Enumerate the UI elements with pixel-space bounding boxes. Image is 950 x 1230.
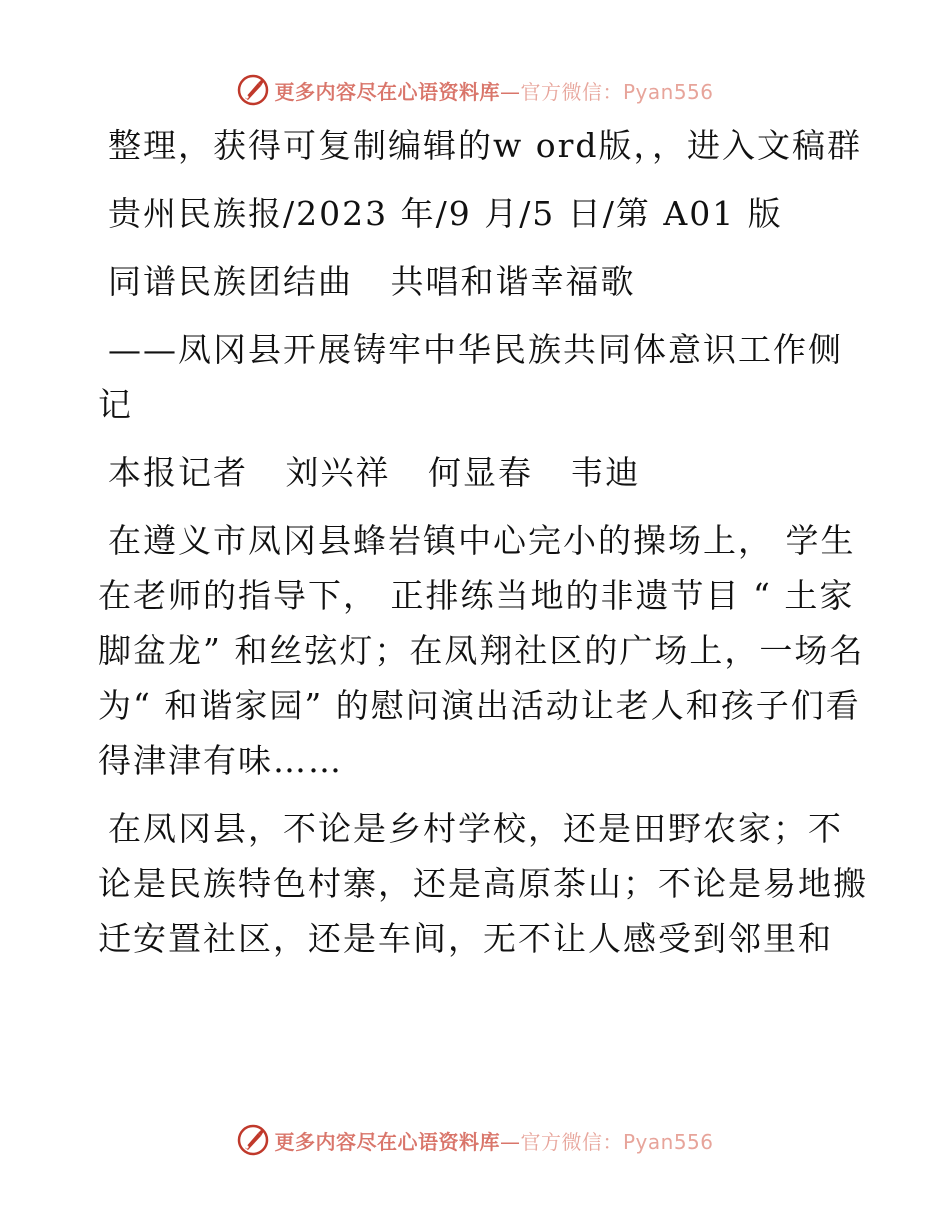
banner-separator: — (499, 79, 521, 104)
banner-text (274, 76, 713, 105)
banner-inner (236, 1123, 713, 1157)
pen-nib-logo-icon (236, 1123, 270, 1157)
banner-separator: — (499, 1129, 521, 1154)
body-paragraph: 在凤冈县，不论是乡村学校，还是田野农家；不论是民族特色村寨，还是高原茶山；不论是易地搬迁安置社区，还是车间，无不让人感受到邻里和 (98, 809, 868, 958)
article-subtitle: ——凤冈县开展铸牢中华民族共同体意识工作侧记 (98, 330, 843, 424)
banner-wechat-id: Pyan556 (622, 79, 714, 104)
banner-main-text: 更多内容尽在心语资料库 (274, 1129, 500, 1154)
banner-sub-text: 官方微信： (520, 79, 623, 104)
banner-sub-text: 官方微信： (520, 1129, 623, 1154)
intro-note: 整理，获得可复制编辑的w ord版，，进入文稿群 (108, 126, 863, 165)
header-watermark-banner (0, 70, 950, 110)
pen-nib-logo-icon (236, 73, 270, 107)
body-paragraph: 在遵义市凤冈县蜂岩镇中心完小的操场上， 学生在老师的指导下， 正排练当地的非遗节目 “ 土家脚盆龙” 和丝弦灯；在凤翔社区的广场上，一场名为“ 和谐家园” 的慰问演出活动让老人和孩子们看得津津有味…… (98, 521, 865, 780)
article-title: 同谱民族团结曲 共唱和谐幸福歌 (108, 262, 636, 301)
document-body (98, 118, 868, 979)
banner-text (274, 1126, 713, 1155)
article-byline: 本报记者 刘兴祥 何显春 韦迪 (108, 453, 641, 492)
banner-inner (236, 73, 713, 107)
publication-source: 贵州民族报/2023 年/9 月/5 日/第 A01 版 (108, 194, 783, 233)
banner-wechat-id: Pyan556 (622, 1129, 714, 1154)
footer-watermark-banner (0, 1120, 950, 1160)
banner-main-text: 更多内容尽在心语资料库 (274, 79, 500, 104)
